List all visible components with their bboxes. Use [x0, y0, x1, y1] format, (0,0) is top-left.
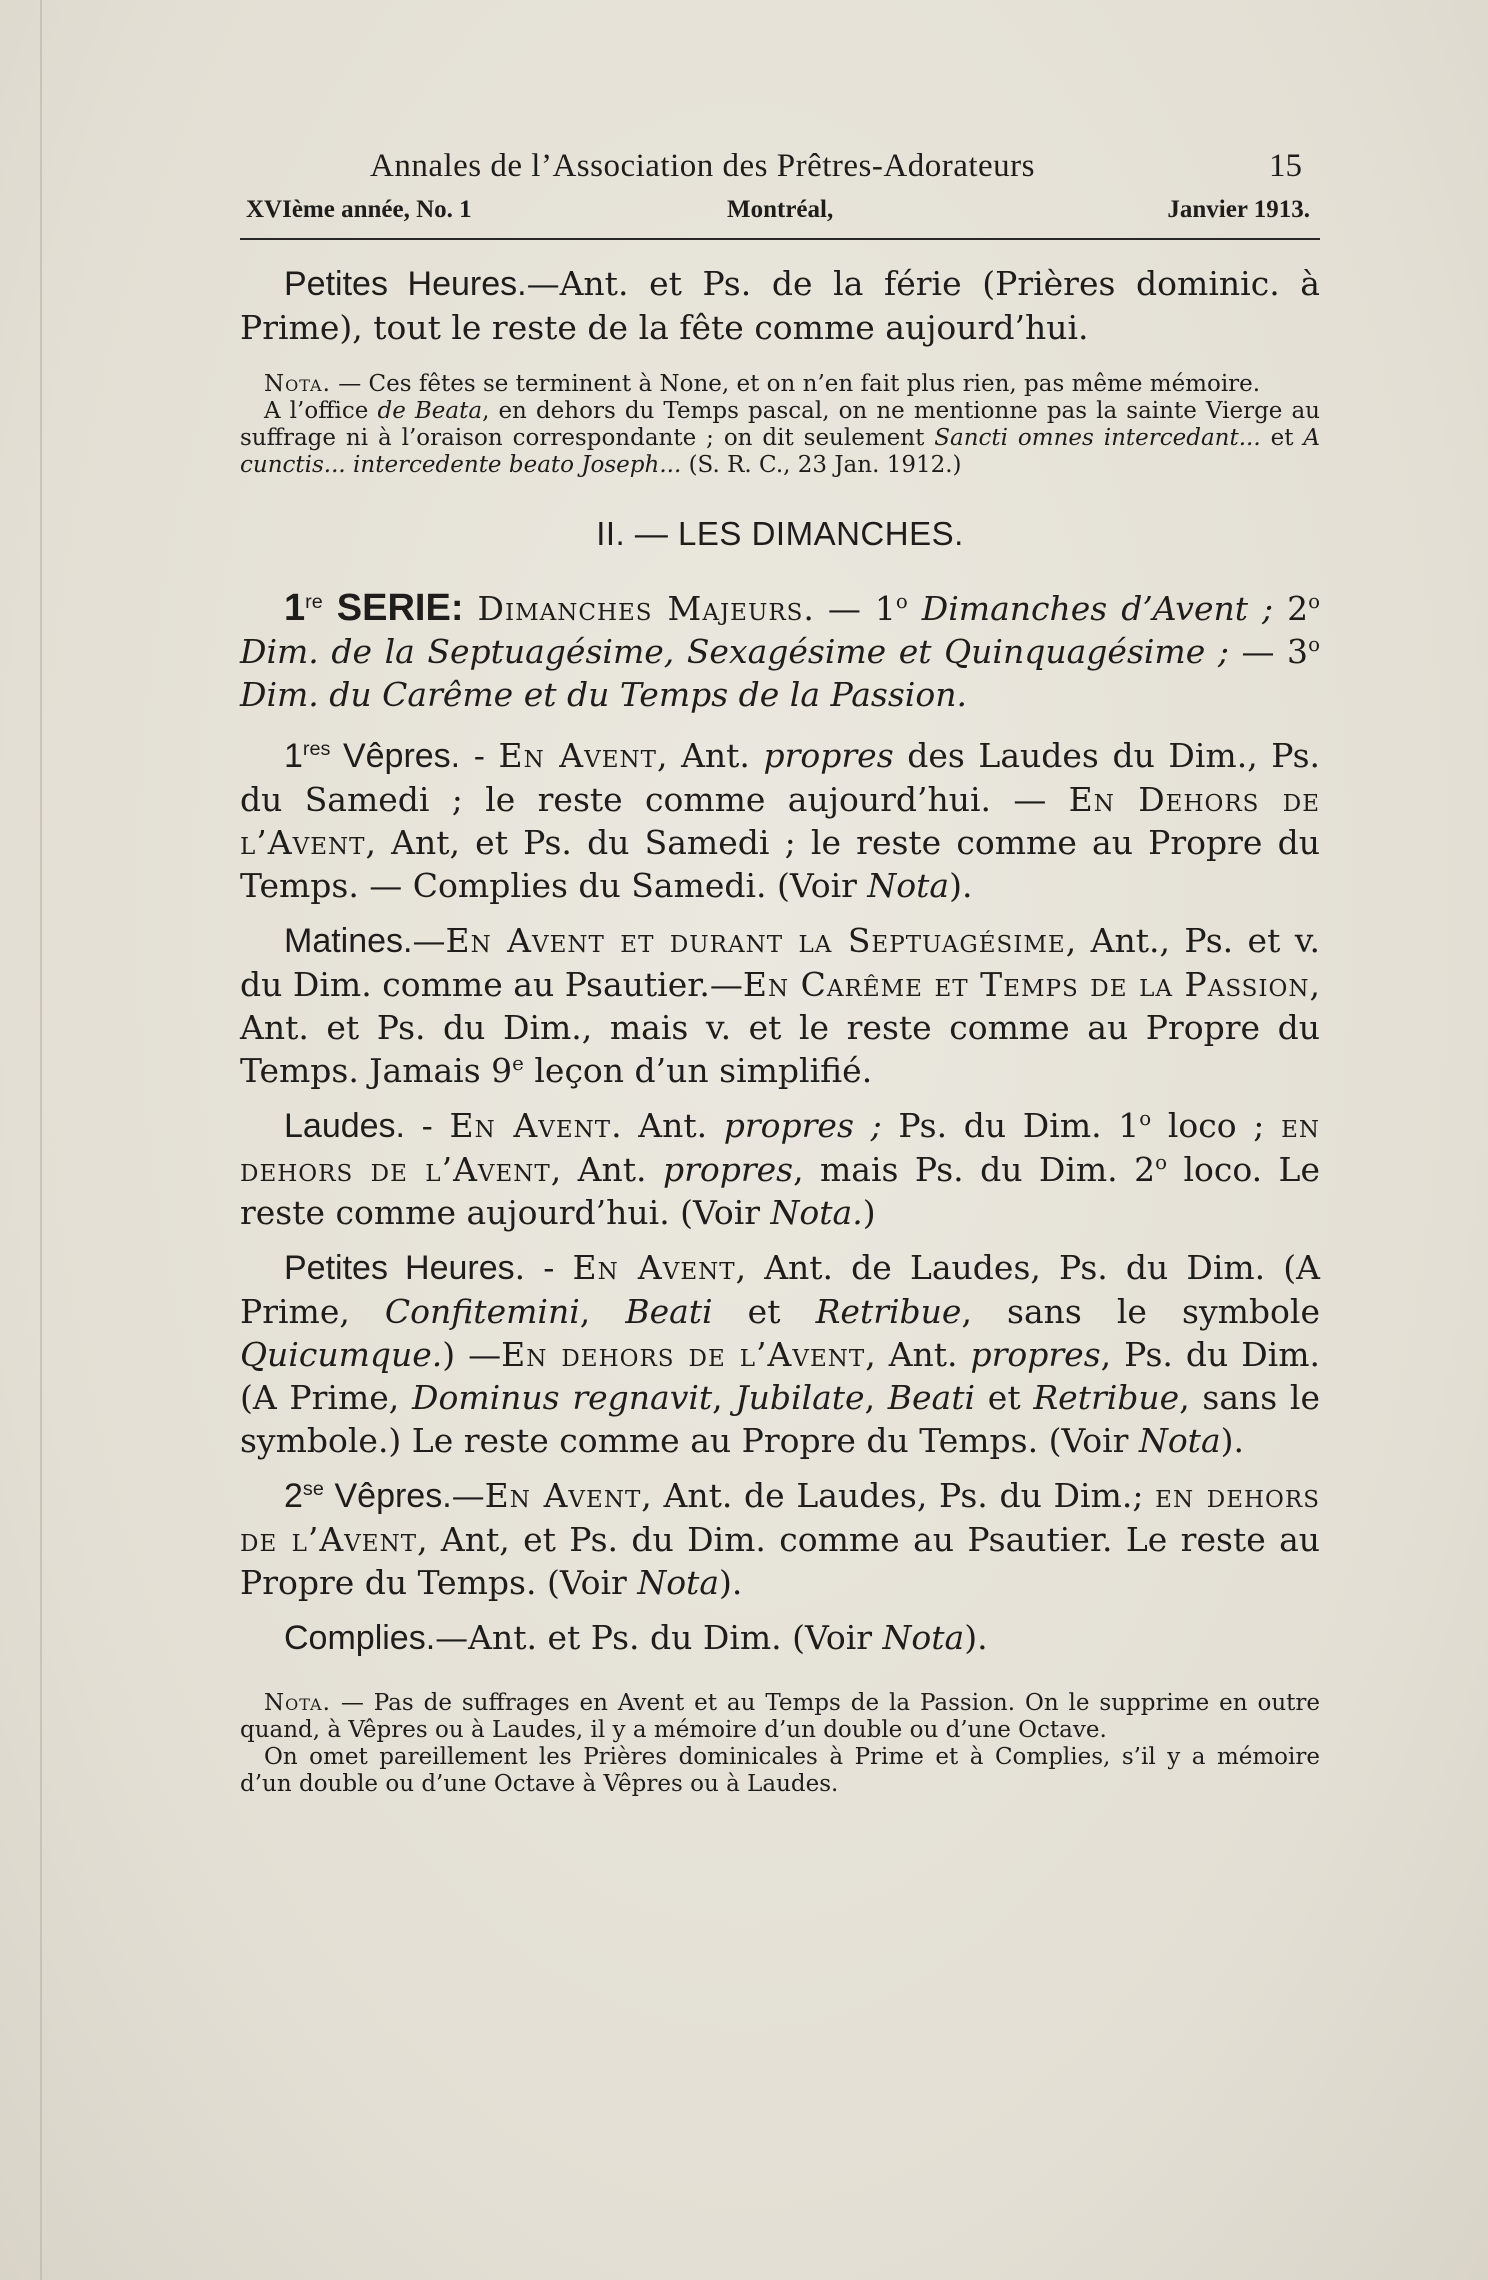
vepres-1-text-g: , Ant, et Ps. du Samedi ; le reste comme au Propre du Temps. — Complies du Samedi. (Voir — [240, 823, 1320, 905]
laudes-lead: Laudes. — [284, 1107, 405, 1145]
petites-text-y: ). — [1220, 1421, 1244, 1460]
laudes-text-f: loco ; — [1151, 1106, 1282, 1145]
vepres-2-text-g: ). — [719, 1563, 743, 1602]
petites-text-i: , sans le symbole — [961, 1292, 1320, 1331]
laudes-sup-j: o — [1155, 1151, 1168, 1174]
laudes-paragraph — [240, 1104, 1320, 1234]
petites-text-b: En Avent — [572, 1248, 736, 1287]
petites-text-n: propres — [970, 1335, 1101, 1374]
serie-number-sup: re — [305, 591, 323, 613]
laudes-sup-e: o — [1139, 1107, 1152, 1130]
laudes-text-i: propres — [662, 1150, 794, 1189]
header-rule — [240, 238, 1320, 240]
vepres-1-text-e: des Laudes du Dim., Ps. du Samedi ; le reste comme aujourd’hui. — — [240, 736, 1321, 819]
serie-sup-d: o — [1308, 590, 1320, 613]
vepres-2-text-a: — — [451, 1476, 485, 1515]
petites-heures-paragraph — [240, 1246, 1320, 1462]
spacer — [240, 1604, 1320, 1616]
petites-lead: Petites Heures — [284, 1249, 515, 1287]
vepres-1-text-a: - — [460, 736, 499, 775]
nota-1-text-e: et — [1260, 425, 1304, 451]
nota-1-text-d: Sancti omnes intercedant... — [934, 425, 1261, 451]
spacer — [240, 907, 1320, 919]
section-heading: II. — LES DIMANCHES. — [596, 515, 964, 552]
nota-1-text-g: (S. R. C., 23 Jan. 1912.) — [681, 452, 962, 478]
petites-text-x: Nota — [1138, 1421, 1221, 1460]
vepres-2-paragraph — [240, 1474, 1320, 1604]
issue-line — [240, 192, 1320, 232]
nota-1-text-c: , en dehors du Temps pascal, on ne mentionne pas la sainte Vierge au suffrage ni à l’oraison correspondante ; on dit seulement — [240, 398, 1320, 451]
serie-label: SERIE: — [322, 587, 478, 629]
laudes-text-e: Ps. du Dim. 1 — [881, 1106, 1140, 1145]
running-header — [240, 148, 1320, 192]
matines-text-f: leçon d’un simplifié. — [523, 1051, 873, 1090]
vepres-2-num: 2 — [284, 1477, 303, 1515]
nota-1-text-f: A cunctis... intercedente beato Joseph... — [240, 425, 1321, 478]
complies-text-b: Nota — [882, 1618, 965, 1657]
petites-text-j: Quicumque. — [240, 1335, 443, 1374]
serie-text-g: Dim. du Carême et du Temps de la Passion. — [240, 675, 967, 714]
vepres-2-text-c: , Ant. de Laudes, Ps. du Dim.; — [641, 1476, 1156, 1515]
laudes-text-a: - — [405, 1106, 450, 1145]
laudes-text-m: ) — [862, 1193, 876, 1232]
nota-2-label: Nota. — [264, 1690, 331, 1716]
vepres-2-sup: se — [302, 1478, 324, 1500]
petites-text-g: et — [712, 1292, 816, 1331]
vepres-2-text-d: en dehors de l’Avent — [240, 1476, 1320, 1559]
serie-text-f: — 3 — [1241, 632, 1309, 671]
vepres-1-text-f: En Dehors de l’Avent — [240, 780, 1320, 862]
vepres-1-text-i: ). — [949, 866, 973, 905]
matines-text-d: En Carême et Temps de la Passion — [742, 965, 1310, 1004]
page-edge-line — [40, 0, 42, 2280]
nota-1-line1: — Ces fêtes se terminent à None, et on n’en fait plus rien, pas même mémoire. — [330, 371, 1261, 397]
complies-text-c: ). — [964, 1618, 988, 1657]
petites-text-l: En dehors de l’Avent — [501, 1335, 866, 1374]
petites-text-u: et — [975, 1378, 1034, 1417]
matines-text-c: , Ant., Ps. et v. du Dim. comme au Psautier.— — [240, 921, 1321, 1004]
vepres-1-text-c: , Ant. — [657, 736, 764, 775]
serie-text-d: 2 — [1287, 589, 1309, 628]
vepres-2-text-e: , Ant, et Ps. du Dim. comme au Psautier. Le reste au Propre du Temps. (Voir — [240, 1520, 1321, 1602]
complies-paragraph — [240, 1616, 1320, 1660]
nota-2-para-2: On omet pareillement les Prières dominicales à Prime et à Complies, s’il y a mémoire d’un double ou d’une Octave à Vêpres ou à Laudes. — [240, 1744, 1320, 1797]
issue-city: Montréal, — [727, 196, 834, 223]
matines-lead: Matines. — [284, 922, 413, 960]
vepres-1-lead: Vêpres. — [330, 737, 461, 775]
journal-title: Annales de l’Association des Prêtres-Adorateurs — [370, 148, 1035, 184]
petites-text-p: Dominus regnavit — [412, 1378, 713, 1417]
matines-text-e: , Ant. et Ps. du Dim., mais v. et le reste comme au Propre du Temps. Jamais 9 — [240, 965, 1320, 1090]
complies-text-a: —Ant. et Ps. du Dim. (Voir — [435, 1618, 883, 1657]
vepres-1-num: 1 — [284, 737, 303, 775]
spacer — [240, 716, 1320, 734]
laudes-text-j: , mais Ps. du Dim. 2 — [793, 1150, 1156, 1189]
nota-2 — [240, 1690, 1320, 1744]
vepres-2-text-f: Nota — [637, 1563, 719, 1602]
matines-text-a: — — [412, 921, 446, 960]
serie-text-b: . — 1 — [803, 589, 896, 628]
petites-text-c: , Ant. de Laudes, Ps. du Dim. (A Prime, — [240, 1248, 1321, 1331]
petites-text-s: , — [864, 1378, 888, 1417]
petites-text-d: Confitemini — [384, 1292, 580, 1331]
petites-text-e: , — [579, 1292, 626, 1331]
nota-1-text-b: de Beata — [377, 398, 483, 424]
petites-text-v: Retribue — [1033, 1378, 1180, 1417]
complies-lead: Complies. — [284, 1619, 436, 1657]
laudes-text-b: En Avent — [449, 1106, 612, 1145]
petites-text-k: ) — — [442, 1335, 502, 1374]
petites-text-t: Beati — [887, 1378, 976, 1417]
issue-date: Janvier 1913. — [1167, 196, 1310, 223]
nota-1 — [240, 371, 1320, 398]
intro-text: —Ant. et Ps. de la férie (Prières dominic. à Prime), tout le reste de la fête comme aujourd’hui. — [240, 264, 1320, 347]
matines-text-b: En Avent et durant la Septuagésime — [445, 921, 1066, 960]
vepres-1-text-d: propres — [763, 736, 894, 775]
intro-paragraph — [240, 262, 1320, 349]
serie-text-e: Dim. de la Septuagésime, Sexagésime et Quinquagésime ; — [240, 632, 1242, 671]
nota-1-para-2 — [240, 398, 1320, 479]
petites-text-f: Beati — [625, 1292, 713, 1331]
serie-text-c: Dimanches d’Avent ; — [907, 589, 1288, 628]
nota-1-label: Nota. — [264, 371, 331, 397]
vepres-2-lead: Vêpres. — [323, 1477, 452, 1515]
laudes-text-d: propres ; — [723, 1106, 882, 1145]
petites-text-h: Retribue — [815, 1292, 962, 1331]
serie-sup-f: o — [1308, 633, 1320, 656]
spacer — [240, 1092, 1320, 1104]
matines-sup-e: e — [512, 1052, 524, 1075]
petites-text-r: Jubilate — [735, 1378, 865, 1417]
vepres-1-sup: res — [302, 738, 331, 760]
petites-text-q: , — [712, 1378, 736, 1417]
laudes-text-h: , Ant. — [550, 1150, 663, 1189]
serie-paragraph — [240, 587, 1320, 716]
petites-text-a: . - — [514, 1248, 573, 1287]
issue-number: XVIème année, No. 1 — [246, 196, 472, 223]
spacer — [240, 1462, 1320, 1474]
laudes-text-g: en dehors de l’Avent — [240, 1106, 1321, 1189]
nota-1-text-a: A l’office — [264, 398, 378, 424]
matines-paragraph — [240, 919, 1320, 1092]
petites-text-w: , sans le symbole.) Le reste comme au Propre du Temps. (Voir — [240, 1378, 1321, 1460]
page-number: 15 — [1269, 148, 1302, 184]
vepres-1-text-b: En Avent — [498, 736, 657, 775]
serie-sup-b: o — [895, 590, 908, 613]
petites-text-m: , Ant. — [865, 1335, 971, 1374]
intro-lead: Petites Heures. — [284, 265, 527, 303]
nota-2-para-1: — Pas de suffrages en Avent et au Temps de la Passion. On le supprime en outre quand, à Vêpres ou à Laudes, il y a mémoire d’un double ou d’une Octave. — [240, 1690, 1320, 1743]
page-content — [240, 148, 1320, 1798]
spacer — [240, 1234, 1320, 1246]
vepres-1-paragraph — [240, 734, 1320, 907]
vepres-1-text-h: Nota — [867, 866, 950, 905]
petites-text-o: , Ps. du Dim. (A Prime, — [240, 1335, 1320, 1417]
laudes-text-l: Nota. — [770, 1193, 863, 1232]
vepres-2-text-b: En Avent — [484, 1476, 642, 1515]
laudes-text-c: . Ant. — [611, 1106, 724, 1145]
serie-number: 1 — [284, 587, 306, 629]
serie-text-a: Dimanches Majeurs — [477, 589, 804, 628]
laudes-text-k: loco. Le reste comme aujourd’hui. (Voir — [240, 1150, 1320, 1232]
